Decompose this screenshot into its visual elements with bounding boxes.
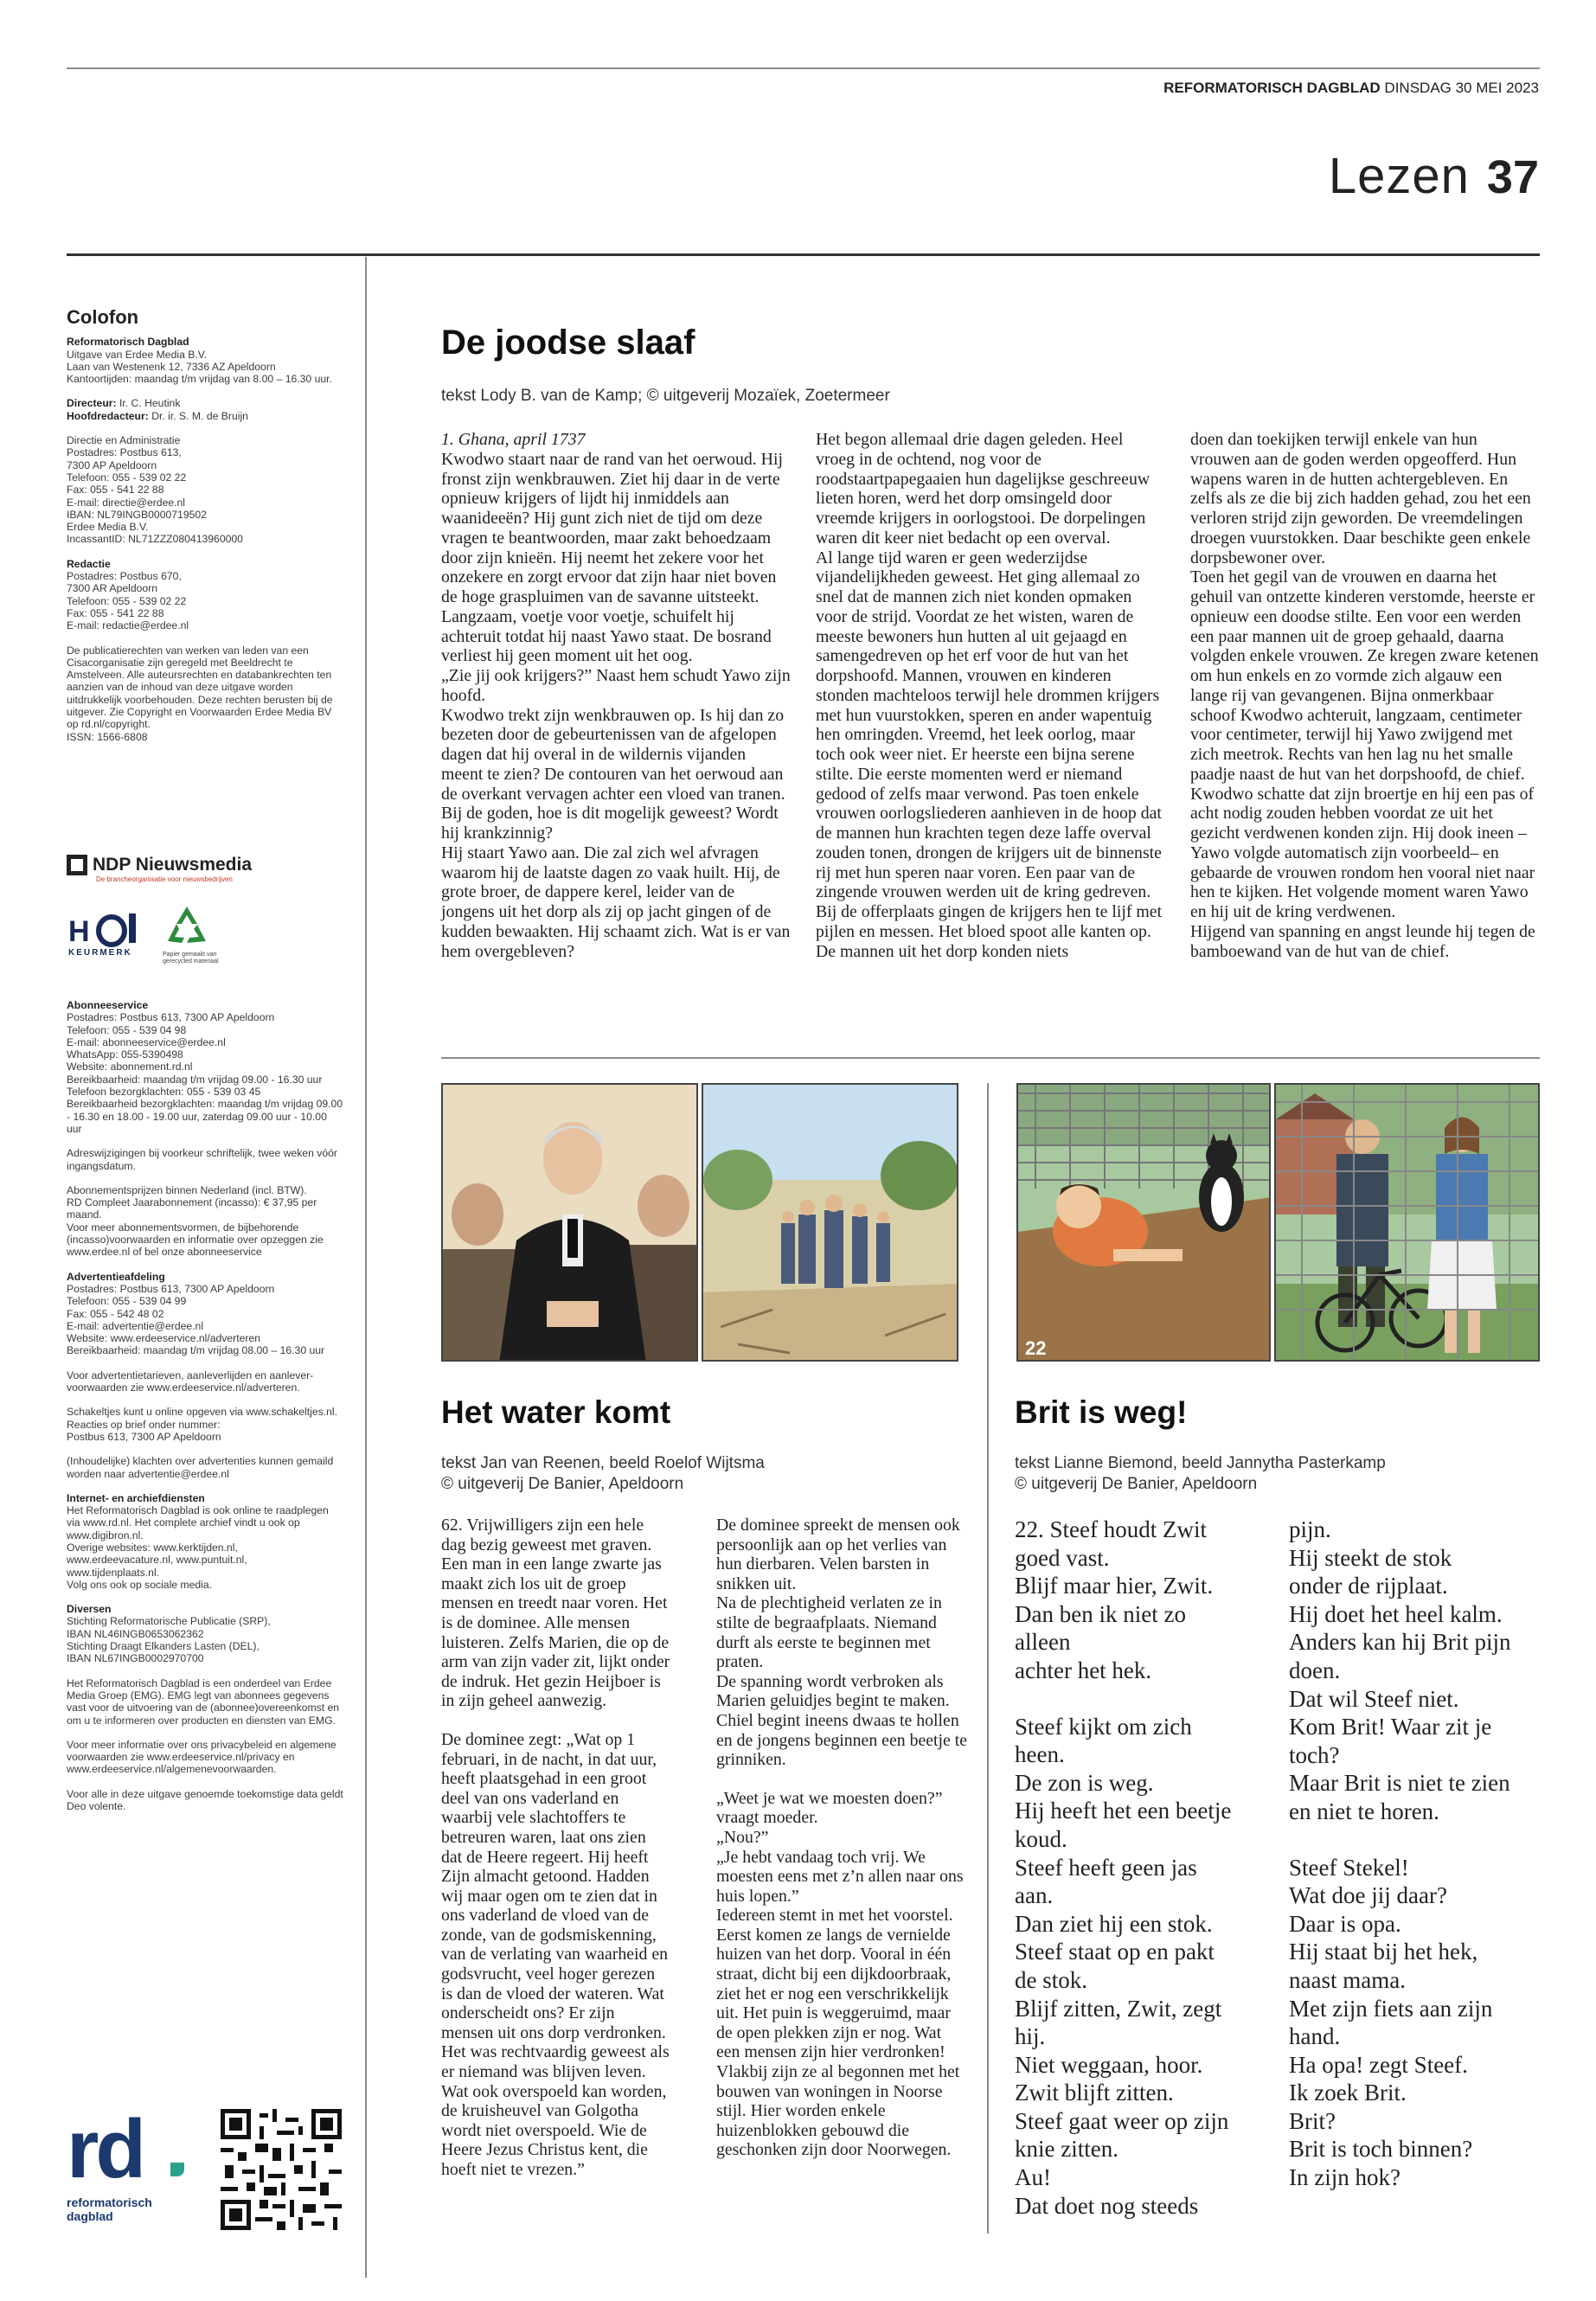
advert-line: Bereikbaarheid: maandag t/m vrijdag 08.00 – 16.30 uur: [67, 1344, 325, 1357]
comic-panel-crowd: [702, 1083, 958, 1362]
article-paragraph: Kwodwo trekt zijn wenkbrauwen op. Is hij dan zo bezeten door de gebeurtenissen van de afgelopen dagen dat hij overal in de wildernis vijanden meent te zien? De contouren van het oerwoud aan de overkant vervagen achter een vloed van tranen. Bij de goden, hoe is dit mogelijk geweest? Wordt hij krankzinnig?: [441, 705, 785, 843]
adres-note: Adreswijzigingen bij voorkeur schriftelijk, twee weken vóór ingangsdatum.: [67, 1147, 337, 1172]
directie-line: E-mail: directie@erdee.nl: [67, 496, 186, 509]
kids-line: Hij steekt de stok: [1289, 1544, 1452, 1571]
story-divider: [987, 1083, 989, 2234]
ndp-square-icon: [67, 855, 87, 875]
kids-line: Hij heeft het een beetje: [1015, 1798, 1232, 1824]
kids-line: Niet weggaan, hoor.: [1015, 2051, 1203, 2078]
byline-line: tekst Jan van Reenen, beeld Roelof Wijtsma: [441, 1454, 765, 1472]
schakel-line: Schakeltjes kunt u online opgeven via www.schakeltjes.nl.: [67, 1406, 337, 1419]
article-column-3: [1190, 430, 1541, 961]
deo-note: Voor alle in deze uitgave genoemde toekomstige data geldt Deo volente.: [67, 1787, 343, 1813]
directie-line: Fax: 055 - 541 22 88: [67, 484, 164, 497]
kids-line: In zijn hok?: [1289, 2164, 1401, 2191]
redactie-line: Fax: 055 - 541 22 88: [67, 606, 164, 619]
diversen-line: Stichting Reformatorische Publicatie (SRP),: [67, 1615, 271, 1628]
advert-line: Website: www.erdeeservice.nl/adverteren: [67, 1332, 260, 1345]
directie-line: Erdee Media B.V.: [67, 521, 149, 534]
kids-line: Wat doe jij daar?: [1289, 1882, 1447, 1909]
article-paragraph: De dominee spreekt de mensen ook persoonlijk aan op het verlies van hun dierbaren. Velen barsten in snikken uit.: [716, 1516, 960, 1593]
article-paragraph: Toen het gegil van de vrouwen en daarna het gehuil van ontzette kinderen verstomde, heerste er opnieuw een doodse stilte. Een voor een werden een paar mannen uit de groep gehaald, daarna volgden enkele vrouwen. Ze kregen zware ketenen om hun enkels en zo vormde zich algauw een lange rij van gevangenen. Bijna onmerkbaar schoof Kwodwo achteruit, langzaam, centimeter voor centimeter, terwijl hij Yawo zwijgend met zich meetrok. Rechts van hen lag nu het smalle paadje naast de hut van het dorpshoofd, de chief. Kwodwo schatte dat zijn broertje en hij een pas of acht nodig zouden hebben voordat ze uit het gezicht verdwenen konden zijn. Hij dook ineen –Yawo volgde automatisch zijn voorbeeld– en gebaarde de vrouwen rondom hen vooral niet naar hen te kijken. Het volgende moment waren Yawo en hij uit de kring verdwenen.: [1190, 567, 1539, 921]
kids-line: koud.: [1015, 1825, 1067, 1852]
kids-line: De zon is weg.: [1015, 1769, 1154, 1796]
masthead-date: DINSDAG 30 MEI 2023: [1384, 80, 1539, 96]
abonnee-line: Bereikbaarheid bezorgklachten: maandag t/m vrijdag 09.00 - 16.30 en 18.00 - 19.00 uur, zaterdag 09.00 uur - 10.00 uur: [67, 1098, 343, 1135]
tarieven-note: Voor advertentietarieven, aanleverlijden en aanlever-voorwaarden zie www.erdeeservice.nl/adverteren.: [67, 1368, 314, 1394]
advert-heading: Advertentieafdeling: [67, 1270, 165, 1283]
diversen-line: IBAN NL67INGB0002970700: [67, 1652, 204, 1665]
kids-line: naast mama.: [1289, 1966, 1406, 1993]
kids-line: Dat doet nog steeds: [1015, 2192, 1199, 2219]
article-paragraph: Na de plechtigheid verlaten ze in stilte de begraafplaats. Niemand durft als eerste te beginnen met praten.: [716, 1593, 942, 1672]
kids-line: doen.: [1289, 1657, 1341, 1683]
advert-line: Postadres: Postbus 613, 7300 AP Apeldoorn: [67, 1282, 275, 1295]
comic-panel-number: 22: [1025, 1337, 1047, 1359]
article-column-1: [441, 430, 792, 961]
rd-logo-accent: [170, 2163, 184, 2176]
rd-logo-name: reformatorisch: [67, 2195, 152, 2209]
article-byline: tekst Lody B. van de Kamp; © uitgeverij Mozaïek, Zoetermeer: [441, 387, 890, 405]
schakel-line: Postbus 613, 7300 AP Apeldoorn: [67, 1430, 221, 1443]
kids-line: hij.: [1015, 2023, 1046, 2050]
directeur-label: Directeur:: [67, 397, 117, 410]
abonnee-line: Postadres: Postbus 613, 7300 AP Apeldoorn: [67, 1011, 275, 1024]
qr-code[interactable]: [221, 2109, 342, 2230]
advert-line: E-mail: advertentie@erdee.nl: [67, 1319, 204, 1332]
byline-line: © uitgeverij De Banier, Apeldoorn: [441, 1475, 684, 1493]
masthead: [1163, 80, 1539, 97]
kids-line: Hij staat bij het hek,: [1289, 1939, 1478, 1965]
internet-line: Volg ons ook op sociale media.: [67, 1578, 213, 1591]
rd-logo-mark: rd: [67, 2103, 143, 2195]
kids-line: Au!: [1015, 2164, 1051, 2191]
kids-line: Ik zoek Brit.: [1289, 2080, 1407, 2106]
publisher-line: Laan van Westenenk 12, 7336 AZ Apeldoorn: [67, 360, 276, 373]
article-paragraph: Al lange tijd waren er geen wederzijdse vijandelijkheden geweest. Het ging allemaal zo snel dat de mannen zich niet konden opmaken voor de strijd. Voordat ze het wisten, waren de meeste bewoners hun hutten al uit gejaagd en samengedreven op het erf voor de hut van het dorpshoofd. Mannen, vrouwen en kinderen stonden machteloos terwijl hele drommen krijgers met hun vuurstokken, speren en ander wapentuig hen omringden. Vreemd, het leek oorlog, maar toch ook weer niet. Er heerste een bijna serene stilte. Die eerste momenten werd er niemand gedood of zelfs maar verwond. Pas toen enkele vrouwen oorlogsliederen aanhieven in de hoop dat de mannen hun krachten tegen deze laffe overval zouden tonen, drongen de krijgers uit de binnenste rij met hun speren naar voren. Een paar van de zingende vrouwen werden uit de kring gedreven. Bij de offerplaats gingen de krijgers hen te lijf met pijlen en messen. Het bloed spoot alle kanten op. De mannen uit het dorp konden niets: [816, 548, 1163, 961]
kids-line: achter het hek.: [1015, 1657, 1152, 1683]
kids-line: hand.: [1289, 2023, 1341, 2050]
internet-line: www.digibron.nl.: [67, 1529, 144, 1541]
article-paragraph: De spanning wordt verbroken als Marien geluidjes begint te maken. Chiel begint ineens dwaas te hollen en de jongens beginnen een beetje te grinniken.: [716, 1671, 968, 1770]
hoofdredacteur: Dr. ir. S. M. de Bruijn: [151, 409, 248, 422]
kids-line: Kom Brit! Waar zit je: [1289, 1714, 1492, 1740]
article-paragraph: Kwodwo staart naar de rand van het oerwoud. Hij fronst zijn wenkbrauwen. Ziet hij daar in de verte opnieuw krijgers of lijdt hij inmiddels aan waanideeën? Hij gunt zich niet de tijd om deze vragen te beantwoorden, maar zakt behoedzaam door zijn knieën. Hij neemt het zekere voor het onzekere en zorgt ervoor dat zijn haar niet boven de hoge graspluimen van de savanne uitsteekt. Langzaam, voetje voor voetje, schuifelt hij achteruit totdat hij naast Yawo staat. De bosrand verliest hij geen moment uit het oog.: [441, 449, 783, 666]
header-rule: [67, 253, 1540, 256]
article-byline: [1015, 1453, 1386, 1495]
kids-line: onder de rijplaat.: [1289, 1573, 1448, 1599]
redactie-line: E-mail: redactie@erdee.nl: [67, 619, 189, 632]
directie-line: Directie en Administratie: [67, 434, 181, 447]
redactie-heading: Redactie: [67, 557, 111, 570]
abonnee-line: Telefoon: 055 - 539 04 98: [67, 1023, 187, 1036]
kids-line: Met zijn fiets aan zijn: [1289, 1995, 1493, 2022]
article-paragraph: De dominee zegt: „Wat op 1 februari, in de nacht, in dat uur, heeft plaatsgehad in een groot deel van ons vaderland en waarbij vele slachtoffers te betreuren waren, laat ons zien dat de Heere regeert. Hij heeft Zijn almacht getoond. Hadden wij maar ogen om te zien dat in ons vaderland de vloed van de zonde, van de godsmiskenning, van de verlating van waarheid en godsvrucht, veel hoger gerezen is dan de vloed der wateren. Wat onderscheidt ons? Er zijn mensen uit ons dorp verdronken. Het was rechtvaardig geweest als er niemand was blijven leven. Wat ook overspoeld kan worden, de kruisheuvel van Golgotha wordt niet overspoeld. Wie de Heere Jezus Christus kent, die hoeft niet te vrezen.”: [441, 1729, 670, 2179]
comic-panel-steef-cat: [1016, 1083, 1271, 1362]
article-paragraph: doen dan toekijken terwijl enkele van hun vrouwen aan de goden werden opgeofferd. Hun wapens waren in de hutten achtergebleven. En zelfs als ze die bij zich hadden gehad, zou het een verloren strijd zijn geworden. De vreemdelingen droegen vuurstokken. Daar beschikte geen enkele dorpsbewoner over.: [1190, 430, 1531, 567]
article-byline: [441, 1453, 765, 1495]
kids-line: Steef kijkt om zich: [1015, 1713, 1192, 1740]
abonnee-line: WhatsApp: 055-5390498: [67, 1048, 183, 1061]
article-paragraph: Het begon allemaal drie dagen geleden. Heel vroeg in de ochtend, nog voor de roodstaartpapegaaien hun dagelijkse geschreeuw lieten horen, werd het dorp omsingeld door vreemde krijgers in oorlogstooi. De dorpelingen waren dit keer niet bedacht op een overval.: [816, 430, 1151, 548]
directie-line: Postadres: Postbus 613,: [67, 446, 182, 459]
kids-line: Dan ziet hij een stok.: [1015, 1910, 1213, 1937]
byline-line: © uitgeverij De Banier, Apeldoorn: [1015, 1475, 1258, 1493]
column-divider: [365, 257, 367, 2278]
kids-line: knie zitten.: [1015, 2136, 1118, 2163]
abonnee-line: E-mail: abonneeservice@erdee.nl: [67, 1035, 226, 1048]
redactie-line: 7300 AR Apeldoorn: [67, 582, 158, 595]
kids-line: Brit is toch binnen?: [1289, 2136, 1473, 2163]
kids-line: Hij doet het heel kalm.: [1289, 1600, 1503, 1627]
kids-line: alleen: [1015, 1629, 1071, 1656]
masthead-paper: REFORMATORISCH DAGBLAD: [1163, 80, 1381, 96]
ndp-subtitle: De brancheorganisatie voor nieuwsbedrijven: [96, 875, 233, 883]
top-rule: [67, 67, 1540, 69]
kids-line: Dat wil Steef niet.: [1289, 1685, 1459, 1712]
kids-line: Zwit blijft zitten.: [1015, 2080, 1174, 2106]
publisher-line: Kantoortijden: maandag t/m vrijdag van 8.00 – 16.30 uur.: [67, 373, 332, 386]
kids-line: goed vast.: [1015, 1544, 1110, 1571]
advert-line: Fax: 055 - 542 48 02: [67, 1307, 164, 1320]
redactie-line: Telefoon: 055 - 539 02 22: [67, 594, 187, 607]
kids-line: pijn.: [1289, 1516, 1331, 1542]
colofon: [67, 306, 343, 755]
kids-line: Steef staat op en pakt: [1015, 1939, 1215, 1965]
article-paragraph: „Weet je wat we moesten doen?” vraagt moeder.: [716, 1788, 943, 1828]
kids-line: Dan ben ik niet zo: [1015, 1600, 1186, 1627]
diversen-heading: Diversen: [67, 1603, 112, 1616]
publisher-name: Reformatorisch Dagblad: [67, 336, 189, 349]
abonnee-heading: Abonneeservice: [67, 999, 149, 1011]
article-paragraph: „Zie jij ook krijgers?” Naast hem schudt Yawo zijn hoofd.: [441, 666, 791, 705]
kids-line: Steef Stekel!: [1289, 1854, 1409, 1881]
recycle-icon: [163, 903, 211, 952]
section-header: [1329, 147, 1539, 205]
article-paragraph: Hijgend van spanning en angst leunde hij tegen de bamboewand van de hut van de chief.: [1190, 921, 1535, 961]
article-paragraph: „Nou?”: [716, 1827, 769, 1847]
voorwaarden-note: Voor meer abonnementsvormen, de bijbehorende (incasso)voorwaarden en informatie over opzeggen zie www.erdee.nl of bel onze abonneeservice: [67, 1221, 324, 1259]
prijzen-note: Abonnementsprijzen binnen Nederland (incl. BTW).: [67, 1183, 307, 1196]
kids-line: de stok.: [1015, 1966, 1087, 1993]
kids-line: Blijf maar hier, Zwit.: [1015, 1573, 1214, 1599]
article-paragraph: Hij staart Yawo aan. Die zal zich wel afvragen waarom hij de laatste dagen zo vaak huilt. Hij, de grote broer, de dappere kerel, leider van de jongens uit het dorp als zij op jacht gingen of de kudden bewaakten. Hij schaamt zich. Wat is er van hem overgebleven?: [441, 843, 791, 961]
diversen-line: IBAN NL46INGB0653062362: [67, 1627, 204, 1640]
article-separator: [441, 1057, 1540, 1059]
colofon-services: [67, 999, 343, 1824]
hoi-keurmerk-logo: [67, 910, 153, 964]
article-title: De joodse slaaf: [441, 324, 695, 362]
rights-text: De publicatierechten van werken van leden van een Cisacorganisatie zijn geregeld met Beeldrecht te Amstelveen. Alle auteursrechten en databankrechten ten aanzien van de inhoud van deze uitgave worden uitdrukkelijk voorbehouden. Deze rechten berusten bij de uitgever. Zie Copyright en Voorwaarden Erdee Media BV op rd.nl/copyright.: [67, 644, 333, 731]
redactie-line: Postadres: Postbus 670,: [67, 570, 182, 583]
rd-logo: [67, 2103, 152, 2223]
abonnee-line: Telefoon bezorgklachten: 055 - 539 03 45: [67, 1086, 261, 1099]
keurmerk-label: KEURMERK: [68, 948, 132, 958]
article-column-2: [816, 430, 1166, 961]
article-paragraph: 62. Vrijwilligers zijn een hele dag bezig geweest met graven. Een man in een lange zwarte jas maakt zich los uit de groep mensen en treedt naar voren. Het is de dominee. Alle mensen luisteren. Zelfs Marien, die op de arm van zijn vader zit, lijkt onder de indruk. Het gezin Heijboer is in zijn geheel aanwezig.: [441, 1516, 670, 1711]
ndp-name: NDP Nieuwsmedia: [93, 855, 253, 875]
article-paragraph: „Je hebt vandaag toch vrij. We moesten eens met z’n allen naar ons huis lopen.”: [716, 1847, 964, 1906]
internet-line: www.tijdenplaats.nl.: [67, 1566, 160, 1579]
article-title: Het water komt: [441, 1394, 671, 1430]
publisher-line: Uitgave van Erdee Media B.V.: [67, 348, 208, 361]
kids-line: Steef gaat weer op zijn: [1015, 2107, 1229, 2134]
schakel-line: Reacties op brief onder nummer:: [67, 1418, 221, 1431]
kids-line: en niet te horen.: [1289, 1798, 1439, 1824]
article-column-1: [441, 1516, 670, 2180]
article-dateline: 1. Ghana, april 1737: [441, 430, 586, 449]
kids-line: Daar is opa.: [1289, 1910, 1401, 1937]
directeur: Ir. C. Heutink: [119, 397, 181, 410]
section-name: Lezen: [1328, 148, 1470, 204]
privacy-note: Voor meer informatie over ons privacybeleid en algemene voorwaarden zie www.erdeeservice.nl/privacy en www.erdeeservice.nl/algemenevoorwaarden.: [67, 1738, 337, 1776]
klachten-note: (Inhoudelijke) klachten over advertenties kunnen gemaild worden naar advertentie@erdee.nl: [67, 1455, 334, 1480]
kids-line: aan.: [1015, 1882, 1054, 1909]
diversen-line: Stichting Draagt Elkanders Lasten (DEL),: [67, 1640, 260, 1653]
abonnee-line: Website: abonnement.rd.nl: [67, 1061, 193, 1074]
kids-line: Maar Brit is niet te zien: [1289, 1770, 1510, 1797]
article-title: Brit is weg!: [1015, 1394, 1188, 1430]
advert-line: Telefoon: 055 - 539 04 99: [67, 1295, 187, 1308]
kids-line: Ha opa! zegt Steef.: [1289, 2051, 1468, 2078]
kids-column-2: [1289, 1516, 1542, 2192]
directie-line: 7300 AP Apeldoorn: [67, 458, 157, 471]
emg-note: Het Reformatorisch Dagblad is een onderdeel van Erdee Media Groep (EMG). EMG legt van abonnees gegevens vast voor de uitvoering van de (abonnee)overeenkomst en om u te informeren over producten en diensten van EMG.: [67, 1676, 340, 1727]
issn: ISSN: 1566-6808: [67, 730, 148, 743]
directie-line: IncassantID: NL71ZZZ080413960000: [67, 533, 243, 546]
kids-line: heen.: [1015, 1741, 1065, 1768]
kids-line: 22. Steef houdt Zwit: [1015, 1516, 1207, 1542]
directie-line: IBAN: NL79INGB0000719502: [67, 508, 207, 521]
internet-line: www.erdeevacature.nl, www.puntuit.nl,: [67, 1554, 247, 1567]
svg-text:H: H: [68, 915, 90, 948]
internet-line: Overige websites: www.kerktijden.nl,: [67, 1541, 238, 1554]
kids-line: Anders kan hij Brit pijn: [1289, 1629, 1511, 1656]
rd-logo-name: dagblad: [67, 2209, 113, 2223]
kids-line: Blijf zitten, Zwit, zegt: [1015, 1995, 1222, 2022]
ndp-logo: [67, 855, 252, 883]
article-paragraph: Iedereen stemt in met het voorstel. Eerst komen ze langs de vernielde huizen van het dorp. Vooral in één straat, dicht bij een dijkdoorbraak, ziet het er nog een verschrikkelijk uit. Het puin is weggeruimd, maar de open plekken zijn er nog. Wat een mensen zijn hier verdronken! Vlakbij zijn ze al begonnen met het bouwen van woningen in Noorse stijl. Hier worden enkele huizenblokken gebouwd die geschonken zijn door Noorwegen.: [716, 1906, 960, 2160]
kids-line: toch?: [1289, 1741, 1340, 1768]
internet-line: Het Reformatorisch Dagblad is ook online te raadplegen via www.rd.nl. Het complete archief vindt u ook op: [67, 1504, 329, 1529]
kids-line: Steef heeft geen jas: [1015, 1854, 1197, 1881]
article-column-2: [716, 1516, 967, 2160]
kids-column-1: [1015, 1516, 1266, 2220]
comic-panel-opa-mama: [1274, 1083, 1540, 1362]
hoofdredacteur-label: Hoofdredacteur:: [67, 409, 149, 422]
directie-line: Telefoon: 055 - 539 02 22: [67, 471, 187, 484]
abonnee-line: Bereikbaarheid: maandag t/m vrijdag 09.00 - 16.30 uur: [67, 1073, 323, 1086]
internet-heading: Internet- en archiefdiensten: [67, 1491, 205, 1504]
page-number: 37: [1486, 151, 1539, 203]
rdcompleet-note: RD Compleet Jaarabonnement (incasso): € 37,95 per maand.: [67, 1196, 317, 1221]
paper-note: Papier gemaakt van gerecycled materiaal: [163, 952, 219, 965]
colofon-title: Colofon: [67, 306, 139, 328]
kids-line: Brit?: [1289, 2107, 1336, 2134]
comic-panel-dominee: [441, 1083, 698, 1362]
byline-line: tekst Lianne Biemond, beeld Jannytha Pasterkamp: [1015, 1454, 1386, 1472]
